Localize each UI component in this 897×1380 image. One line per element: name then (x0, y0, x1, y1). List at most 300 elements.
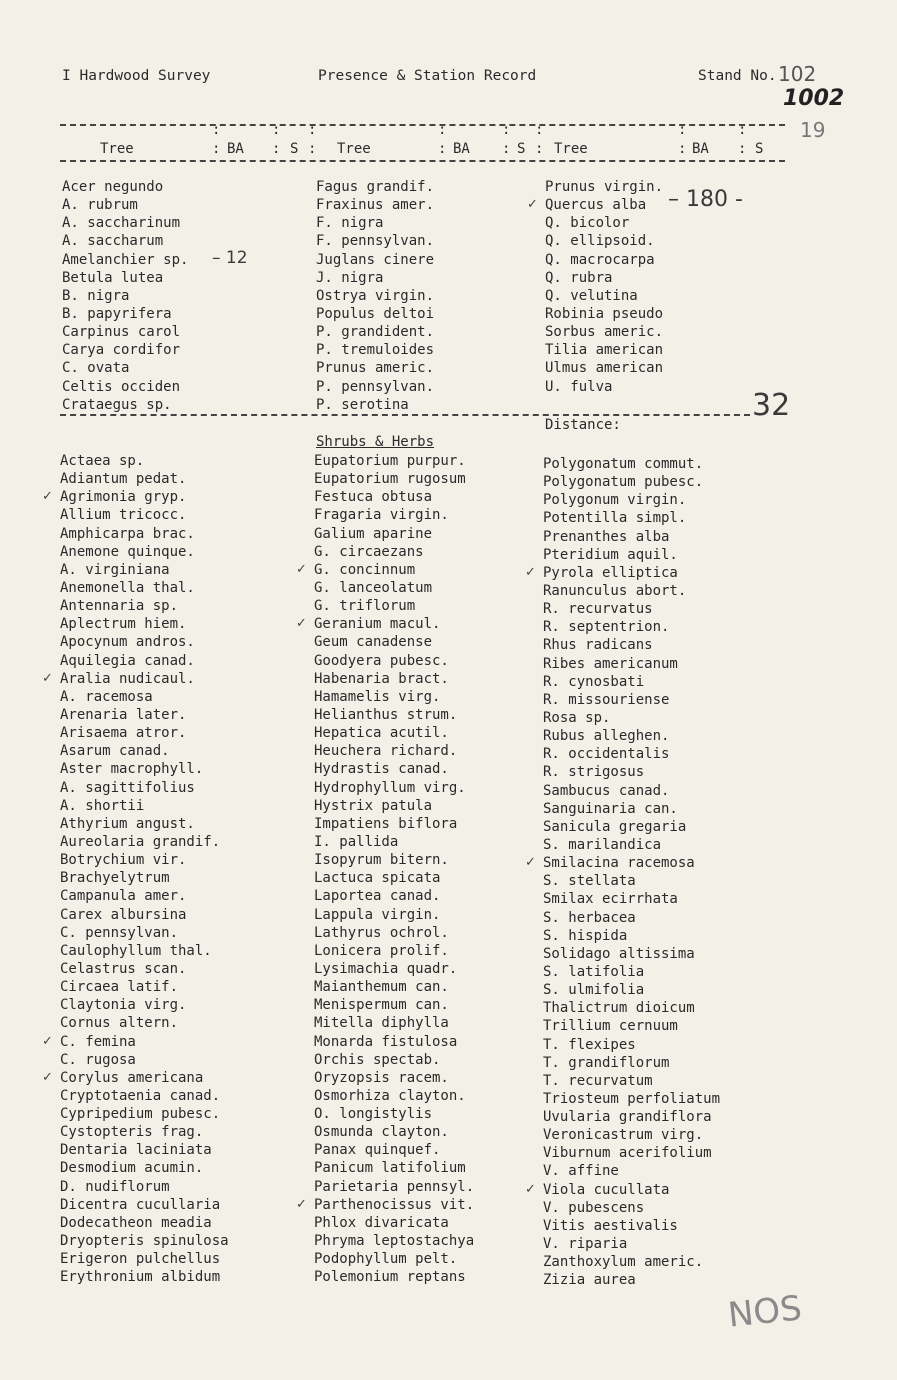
herb-name: Aplectrum hiem. (60, 616, 187, 633)
tree-name: P. tremuloides (316, 342, 435, 359)
herb-item (60, 543, 229, 561)
herb-item (314, 470, 474, 488)
annotation-amelanchier: – 12 (212, 248, 248, 268)
tree-item (316, 305, 434, 323)
herb-name: Cryptotaenia canad. (60, 1087, 221, 1104)
tree-name: A. saccharum (62, 233, 164, 250)
herb-name: Lysimachia quadr. (314, 960, 458, 977)
herb-name: A. sagittifolius (60, 779, 195, 796)
herb-item (543, 872, 720, 890)
herb-item (314, 1051, 474, 1069)
tree-item (316, 196, 434, 214)
herb-item (60, 597, 229, 615)
herb-item (543, 1271, 720, 1289)
herb-name: Laportea canad. (314, 888, 441, 905)
annotation-footer: NOS (726, 1288, 804, 1336)
herb-item (60, 797, 229, 815)
herb-item (314, 815, 474, 833)
herb-item (543, 1126, 720, 1144)
tree-item (316, 359, 434, 377)
herb-name: Phryma leptostachya (314, 1233, 475, 1250)
herb-item (314, 1069, 474, 1087)
tree-item (545, 341, 663, 359)
herb-item (60, 525, 229, 543)
herb-name: Antennaria sp. (60, 598, 179, 615)
tree-item (545, 251, 663, 269)
herb-item (543, 927, 720, 945)
herb-item (314, 633, 474, 651)
herb-name: Aureolaria grandif. (60, 833, 221, 850)
herb-name: Smilax ecirrhata (543, 891, 678, 908)
tree-name: Ulmus american (545, 360, 664, 377)
col-header-ba-3: BA (692, 141, 709, 157)
herb-item (60, 1123, 229, 1141)
tree-name: Prunus americ. (316, 360, 435, 377)
herb-item (314, 1123, 474, 1141)
check-mark-icon: ✓ (42, 670, 53, 686)
herb-item (314, 525, 474, 543)
herb-name: Erigeron pulchellus (60, 1251, 221, 1268)
herb-item (543, 600, 720, 618)
tree-name: F. nigra (316, 215, 384, 232)
herb-item (60, 1159, 229, 1177)
herb-item (543, 999, 720, 1017)
herb-item (42, 1033, 229, 1051)
shrubs-herbs-heading: Shrubs & Herbs (316, 434, 435, 450)
col-header-tree-2: Tree (337, 141, 371, 157)
herb-item (60, 615, 229, 633)
col-header-tree-1: Tree (100, 141, 134, 157)
tree-item (62, 232, 188, 250)
herb-name: Hystrix patula (314, 797, 433, 814)
col-header-ba-1: BA (227, 141, 244, 157)
herb-item (543, 1017, 720, 1035)
tree-name: Celtis occiden (62, 378, 181, 395)
herb-name: Heuchera richard. (314, 743, 458, 760)
herb-item (60, 506, 229, 524)
herb-name: Menispermum can. (314, 997, 449, 1014)
herb-item (543, 473, 720, 491)
herb-item (314, 724, 474, 742)
herb-item (60, 1014, 229, 1032)
tree-list-col-1 (62, 178, 188, 414)
tree-name: P. pennsylvan. (316, 378, 435, 395)
herb-list-col-1 (42, 452, 229, 1286)
herb-name: Sanicula gregaria (543, 818, 687, 835)
herb-item (314, 688, 474, 706)
herb-item (543, 582, 720, 600)
herb-item (60, 1051, 229, 1069)
herb-name: S. marilandica (543, 836, 662, 853)
herb-item (543, 655, 720, 673)
herb-name: Polemonium reptans (314, 1269, 466, 1286)
herb-item (60, 652, 229, 670)
herb-name: Athyrium angust. (60, 815, 195, 832)
check-mark-icon: ✓ (42, 1069, 53, 1085)
herb-name: Eupatorium purpur. (314, 453, 466, 469)
herb-name: Lonicera prolif. (314, 942, 449, 959)
herb-name: Botrychium vir. (60, 852, 187, 869)
herb-item (314, 779, 474, 797)
herb-name: Hydrastis canad. (314, 761, 449, 778)
herb-name: G. circaezans (314, 543, 424, 560)
herb-item (60, 706, 229, 724)
tree-name: Tilia american (545, 342, 664, 359)
herb-name: Galium aparine (314, 525, 433, 542)
herb-item (296, 615, 474, 633)
check-mark-icon: ✓ (42, 1033, 53, 1049)
herb-name: Agrimonia gryp. (60, 489, 187, 506)
herb-name: Sanguinaria can. (543, 800, 678, 817)
herb-item (60, 1250, 229, 1268)
herb-name: Lappula virgin. (314, 906, 441, 923)
herb-name: V. pubescens (543, 1199, 645, 1216)
tree-item (545, 178, 663, 196)
herb-name: Dryopteris spinulosa (60, 1233, 229, 1250)
herb-name: Trillium cernuum (543, 1018, 678, 1035)
herb-name: Sambucus canad. (543, 782, 670, 799)
herb-item (314, 1214, 474, 1232)
herb-name: Polygonatum commut. (543, 456, 704, 472)
herb-name: R. occidentalis (543, 746, 670, 763)
herb-item (296, 561, 474, 579)
distance-label: Distance: (545, 417, 621, 433)
herb-name: S. latifolia (543, 963, 645, 980)
herb-item (42, 670, 229, 688)
herb-name: Rubus alleghen. (543, 728, 670, 745)
herb-name: R. recurvatus (543, 601, 653, 618)
herb-item (543, 909, 720, 927)
tree-name: Fagus grandif. (316, 179, 435, 195)
tree-name: Crataegus sp. (62, 396, 172, 413)
herb-item (314, 978, 474, 996)
herb-item (60, 1178, 229, 1196)
herb-item (60, 815, 229, 833)
tree-name: Juglans cinere (316, 251, 435, 268)
herb-item (60, 1087, 229, 1105)
herb-item (314, 742, 474, 760)
herb-name: Osmunda clayton. (314, 1124, 449, 1141)
tree-item (62, 341, 188, 359)
herb-item (60, 470, 229, 488)
herb-item (543, 800, 720, 818)
tree-name: Robinia pseudo (545, 305, 664, 322)
herb-name: Arenaria later. (60, 706, 187, 723)
herb-item (314, 851, 474, 869)
herb-name: Monarda fistulosa (314, 1033, 458, 1050)
herb-name: Podophyllum pelt. (314, 1251, 458, 1268)
herb-name: Festuca obtusa (314, 489, 433, 506)
herb-name: Ribes americanum (543, 655, 678, 672)
herb-name: R. missouriense (543, 691, 670, 708)
herb-name: Hepatica acutil. (314, 725, 449, 742)
herb-item (543, 618, 720, 636)
herb-item (314, 652, 474, 670)
herb-item (60, 1141, 229, 1159)
herb-name: G. triflorum (314, 598, 416, 615)
herb-name: Anemonella thal. (60, 579, 195, 596)
record-sheet: I Hardwood Survey Presence & Station Record Stand No. 102 1002 19 : : : : : : : : Tree : BA : S : Tree : BA : S : Tree : BA : S Acer negundo A. rubrum A. saccharinum A. saccharum Amelanchier sp. Betula lutea B. nigra B. papyrifera Carpinus carol Carya cordifor C. ovata Celtis occiden Crataegus sp. Fagus grandif. Fraxinus amer. F. nigra F. pennsylvan. Juglans cinere J. nigra Ostrya virgin. Populus deltoi P. grandident. P. tremuloides Prunus americ. P. pennsylvan. P. serotina Prunus virgin. ✓ Quercus alba Q. bicolor Q. ellipsoid. Q. macrocarpa Q. rubra Q. velutina Robinia pseudo Sorbus americ. Tilia american Ulmus american U. fulva – 12 – 180 - 32 Shrubs & Herbs Distance: Actaea sp. Adiantum pedat. ✓ Agrimonia gryp. Allium tricocc. Amphicarpa brac. Anemone quinque. A. virginiana Anemonella thal. Antennaria sp. Aplectrum hiem. Apocynum andros. Aquilegia canad. ✓ Aralia nudicaul. A. racemosa Arenaria later. Arisaema atror. Asarum canad. Aster macrophyll. A. sagittifolius A. shortii Athyrium angust. Aureolaria grandif. Botrychium vir. Brachyelytrum Campanula amer. Carex albursina C. pennsylvan. Caulophyllum thal. Celastrus scan. Circaea latif. Claytonia virg. Cornus altern. ✓ C. femina C. rugosa ✓ Corylus americana Cryptotaenia canad. Cypripedium pubesc. Cystopteris frag. Dentaria laciniata Desmodium acumin. D. nudiflorum Dicentra cucullaria Dodecatheon meadia Dryopteris spinulosa Erigeron pulchellus Erythronium albidum Eupatorium purpur. Eupatorium rugosum Festuca obtusa Fragaria virgin. Galium aparine G. circaezans ✓ G. concinnum G. lanceolatum G. triflorum ✓ Geranium macul. Geum canadense Goodyera pubesc. Habenaria bract. Hamamelis virg. Helianthus strum. Hepatica acutil. Heuchera richard. Hydrastis canad. Hydrophyllum virg. Hystrix patula Impatiens biflora I. pallida Isopyrum bitern. Lactuca spicata Laportea canad. Lappula virgin. Lathyrus ochrol. Lonicera prolif. Lysimachia quadr. Maianthemum can. Menispermum can. Mitella diphylla Monarda fistulosa Orchis spectab. Oryzopsis racem. Osmorhiza clayton. O. longistylis Osmunda clayton. Panax quinquef. Panicum latifolium Parietaria pennsyl. ✓ Parthenocissus vit. Phlox divaricata Phryma leptostachya Podophyllum pelt. Polemonium reptans Polygonatum commut. Polygonatum pubesc. Polygonum virgin. Potentilla simpl. Prenanthes alba Pteridium aquil. ✓ Pyrola elliptica Ranunculus abort. R. recurvatus R. septentrion. Rhus radicans Ribes americanum R. cynosbati R. missouriense Rosa sp. Rubus alleghen. R. occidentalis R. strigosus Sambucus canad. Sanguinaria can. Sanicula gregaria S. marilandica ✓ Smilacina racemosa S. stellata Smilax ecirrhata S. herbacea S. hispida Solidago altissima S. latifolia S. ulmifolia Thalictrum dioicum Trillium cernuum T. flexipes T. grandiflorum T. recurvatum Triosteum perfoliatum Uvularia grandiflora Veronicastrum virg. Viburnum acerifolium V. affine ✓ Viola cucullata V. pubescens Vitis aestivalis V. riparia Zanthoxylum americ. Zizia aurea NOS (42, 62, 845, 1336)
herb-item (60, 633, 229, 651)
herb-name: Pteridium aquil. (543, 546, 678, 563)
herb-name: V. riparia (543, 1236, 628, 1253)
herb-name: A. racemosa (60, 688, 153, 705)
stand-number-typed: 102 (778, 62, 817, 86)
herb-item (543, 782, 720, 800)
herb-item (543, 1253, 720, 1271)
herb-name: D. nudiflorum (60, 1178, 170, 1195)
herb-item (543, 636, 720, 654)
herb-item (543, 963, 720, 981)
herb-item (543, 1090, 720, 1108)
herb-item (543, 509, 720, 527)
herb-item (543, 745, 720, 763)
herb-item (543, 709, 720, 727)
herb-name: Geum canadense (314, 634, 433, 651)
herb-item (543, 763, 720, 781)
herb-name: Viola cucullata (543, 1181, 670, 1198)
herb-name: Cystopteris frag. (60, 1124, 204, 1141)
tree-item (62, 214, 188, 232)
check-mark-icon: ✓ (296, 561, 307, 577)
herb-name: S. stellata (543, 873, 636, 890)
herb-name: Rosa sp. (543, 709, 611, 726)
herb-name: Aralia nudicaul. (60, 670, 195, 687)
herb-item (60, 724, 229, 742)
tree-item (316, 287, 434, 305)
check-mark-icon: ✓ (525, 855, 536, 871)
tree-name: Ostrya virgin. (316, 287, 435, 304)
herb-name: S. herbacea (543, 909, 636, 926)
herb-item (314, 833, 474, 851)
tree-name: Amelanchier sp. (62, 251, 189, 268)
herb-item (60, 869, 229, 887)
tree-item (545, 323, 663, 341)
tree-item (545, 378, 663, 396)
tree-item (545, 232, 663, 250)
tree-name: A. rubrum (62, 197, 138, 214)
tree-item (545, 287, 663, 305)
herb-item (60, 924, 229, 942)
herb-name: Dentaria laciniata (60, 1142, 212, 1159)
herb-item (60, 779, 229, 797)
tree-list-col-3 (527, 178, 664, 396)
herb-item (42, 1069, 229, 1087)
herb-name: Mitella diphylla (314, 1015, 449, 1032)
herb-name: Vitis aestivalis (543, 1217, 678, 1234)
herb-item (525, 1181, 720, 1199)
herb-item (543, 1036, 720, 1054)
check-mark-icon: ✓ (296, 1196, 307, 1212)
herb-name: Brachyelytrum (60, 870, 170, 887)
herb-item (314, 760, 474, 778)
herb-name: Dodecatheon meadia (60, 1214, 212, 1231)
herb-name: Impatiens biflora (314, 815, 458, 832)
tree-name: Q. macrocarpa (545, 251, 655, 268)
stand-number-handwritten: 1002 (783, 86, 845, 111)
herb-name: Pyrola elliptica (543, 564, 678, 581)
herb-name: Geranium macul. (314, 616, 441, 633)
tree-name: Prunus virgin. (545, 179, 664, 195)
herb-name: Caulophyllum thal. (60, 942, 212, 959)
herb-item (60, 760, 229, 778)
herb-name: Ranunculus abort. (543, 582, 687, 599)
herb-name: Uvularia grandiflora (543, 1109, 712, 1126)
herb-name: Potentilla simpl. (543, 510, 687, 527)
tree-item (62, 359, 188, 377)
herb-name: Oryzopsis racem. (314, 1069, 449, 1086)
herb-item (314, 579, 474, 597)
herb-name: Hydrophyllum virg. (314, 779, 466, 796)
tree-name: F. pennsylvan. (316, 233, 435, 250)
check-mark-icon: ✓ (527, 197, 538, 213)
herb-name: T. recurvatum (543, 1072, 653, 1089)
herb-item (60, 742, 229, 760)
herb-item (543, 546, 720, 564)
herb-name: A. virginiana (60, 561, 170, 578)
tree-name: P. serotina (316, 396, 409, 413)
tree-name: J. nigra (316, 269, 384, 286)
herb-item (314, 706, 474, 724)
herb-item (314, 1105, 474, 1123)
herb-item (60, 1196, 229, 1214)
herb-item (60, 906, 229, 924)
herb-item (543, 818, 720, 836)
survey-title: I Hardwood Survey (62, 68, 211, 84)
herb-item (543, 836, 720, 854)
herb-item (525, 564, 720, 582)
tree-item (316, 232, 434, 250)
tree-name: B. papyrifera (62, 305, 172, 322)
tree-item (316, 396, 434, 414)
herb-item (60, 887, 229, 905)
tree-name: Q. velutina (545, 287, 638, 304)
herb-item (543, 1054, 720, 1072)
herb-name: C. pennsylvan. (60, 924, 179, 941)
herb-name: O. longistylis (314, 1106, 433, 1123)
herb-name: Actaea sp. (60, 453, 145, 469)
tree-name: Carpinus carol (62, 324, 181, 341)
herb-name: Polygonatum pubesc. (543, 474, 704, 491)
tree-item (545, 269, 663, 287)
herb-name: Solidago altissima (543, 945, 695, 962)
tree-item (316, 178, 434, 196)
tree-name: Carya cordifor (62, 342, 181, 359)
tree-item (62, 178, 188, 196)
herb-item (314, 452, 474, 470)
annotation-distance-value: 32 (752, 388, 791, 423)
tree-name: Q. rubra (545, 269, 613, 286)
herb-name: C. femina (60, 1033, 136, 1050)
tree-item (62, 323, 188, 341)
herb-item (314, 1178, 474, 1196)
herb-item (314, 887, 474, 905)
herb-item (314, 1033, 474, 1051)
header-rule-top (60, 124, 785, 126)
herb-name: Carex albursina (60, 906, 187, 923)
tree-item (62, 396, 188, 414)
tree-name: A. saccharinum (62, 215, 181, 232)
herb-name: Isopyrum bitern. (314, 852, 449, 869)
herb-item (60, 1214, 229, 1232)
tree-name: Betula lutea (62, 269, 164, 286)
tree-item (316, 251, 434, 269)
herb-name: Anemone quinque. (60, 543, 195, 560)
herb-name: Parietaria pennsyl. (314, 1178, 475, 1195)
herb-name: Osmorhiza clayton. (314, 1087, 466, 1104)
herb-item (543, 1072, 720, 1090)
herb-item (60, 978, 229, 996)
herb-item (314, 1141, 474, 1159)
tree-item (316, 378, 434, 396)
tree-item (545, 359, 663, 377)
tree-item (527, 196, 663, 214)
herb-item (314, 996, 474, 1014)
herb-item (60, 960, 229, 978)
herb-name: Cypripedium pubesc. (60, 1106, 221, 1123)
herb-item (543, 528, 720, 546)
record-title: Presence & Station Record (318, 68, 537, 84)
herb-name: Circaea latif. (60, 979, 179, 996)
tree-item (62, 251, 188, 269)
herb-name: Arisaema atror. (60, 725, 187, 742)
col-header-s-3: S (755, 141, 764, 157)
check-mark-icon: ✓ (525, 564, 536, 580)
herb-name: Asarum canad. (60, 743, 170, 760)
tree-item (316, 214, 434, 232)
herb-item (314, 960, 474, 978)
herb-item (42, 488, 229, 506)
herb-item (60, 561, 229, 579)
herb-name: T. grandiflorum (543, 1054, 670, 1071)
herb-name: Fragaria virgin. (314, 507, 449, 524)
herb-name: G. concinnum (314, 561, 416, 578)
herb-name: Panicum latifolium (314, 1160, 466, 1177)
herb-name: Allium tricocc. (60, 507, 187, 524)
tree-name: Sorbus americ. (545, 324, 664, 341)
herb-item (543, 890, 720, 908)
herb-name: Erythronium albidum (60, 1269, 221, 1286)
tree-name: Q. bicolor (545, 215, 630, 232)
herb-item (543, 691, 720, 709)
herb-name: Rhus radicans (543, 637, 653, 654)
herb-name: Claytonia virg. (60, 997, 187, 1014)
herb-item (60, 942, 229, 960)
herb-name: A. shortii (60, 797, 145, 814)
herb-name: S. hispida (543, 927, 628, 944)
tree-item (316, 341, 434, 359)
herb-name: Panax quinquef. (314, 1142, 441, 1159)
tree-name: Populus deltoi (316, 305, 435, 322)
herb-name: Phlox divaricata (314, 1214, 449, 1231)
herb-name: G. lanceolatum (314, 579, 433, 596)
herb-item (60, 579, 229, 597)
herb-item (543, 455, 720, 473)
tree-name: B. nigra (62, 287, 130, 304)
herb-name: Amphicarpa brac. (60, 525, 195, 542)
herb-item (60, 851, 229, 869)
tree-item (62, 269, 188, 287)
tree-name: C. ovata (62, 360, 130, 377)
herb-name: Zizia aurea (543, 1272, 636, 1289)
herb-item (314, 906, 474, 924)
herb-item (314, 1014, 474, 1032)
herb-name: Orchis spectab. (314, 1051, 441, 1068)
herb-item (314, 1087, 474, 1105)
herb-item (314, 869, 474, 887)
herb-name: Campanula amer. (60, 888, 187, 905)
herb-item (543, 1235, 720, 1253)
